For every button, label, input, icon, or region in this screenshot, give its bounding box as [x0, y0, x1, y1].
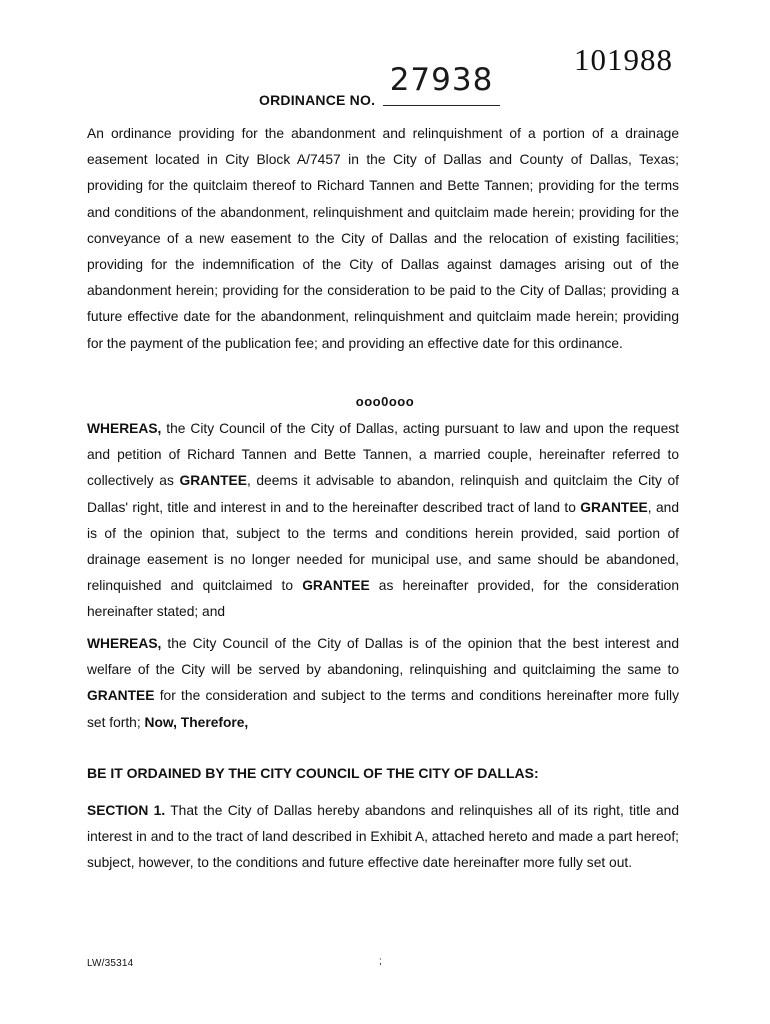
whereas-text: the City Council of the City of Dallas, acting pursuant to law and upon the request and petition of Richard Tannen and Bette Tannen, a married couple, hereinafter referred to collectively as — [87, 421, 679, 489]
section-1-heading: SECTION 1. — [87, 803, 166, 818]
footer-page-mark: ; — [379, 956, 382, 967]
ordinance-number-line — [383, 58, 500, 106]
whereas-text: , deems it advisable to abandon, relinquish and quitclaim the City of Dallas' right, title and interest in and to the hereinafter described tract of land to — [87, 473, 679, 515]
now-therefore: Now, Therefore, — [144, 714, 249, 730]
section-1-paragraph — [87, 798, 679, 877]
whereas-lead: WHEREAS, — [87, 421, 162, 436]
ordinance-caption: An ordinance providing for the abandonment and relinquishment of a portion of a drainage easement located in City Block A/7457 in the City of Dallas and County of Dallas, Texas; providing for the quitclaim thereof to Richard Tannen and Bette Tannen; providing for the terms and conditions of the abandonment, relinquishment and quitclaim made herein; providing for the conveyance of a new easement to the City of Dallas and the relocation of existing facilities; providing for the indemnification of the City of Dallas against damages arising out of the abandonment herein; providing for the consideration to be paid to the City of Dallas; providing a future effective date for the abandonment, relinquishment and quitclaim made herein; providing for the payment of the publication fee; and providing an effective date for this ordinance. — [87, 126, 679, 351]
document-number: 101988 — [574, 42, 673, 77]
grantee-term: GRANTEE — [302, 578, 370, 594]
footer-code: LW/35314 — [87, 958, 134, 969]
whereas-lead: WHEREAS, — [87, 636, 162, 651]
whereas-text: as hereinafter provided, for the consideration hereinafter stated; and — [87, 578, 679, 620]
section-divider: ooo0ooo — [355, 394, 415, 409]
whereas-paragraph-2 — [87, 631, 679, 736]
section-1-text: That the City of Dallas hereby abandons and relinquishes all of its right, title and interest in and to the tract of land described in Exhibit A, attached hereto and made a part hereof; subject, however, to the conditions and future effective date hereinafter more fully set out. — [87, 803, 679, 871]
whereas-text: , and is of the opinion that, subject to the terms and conditions herein provided, said portion of drainage easement is no longer needed for municipal use, and same should be abandoned, relinquished and quitclaimed to — [87, 499, 679, 594]
ordinance-number: 27938 — [389, 62, 494, 98]
whereas-text: the City Council of the City of Dallas is of the opinion that the best interest and welfare of the City will be served by abandoning, relinquishing and quitclaiming the same to — [87, 636, 679, 678]
enacting-clause: BE IT ORDAINED BY THE CITY COUNCIL OF THE CITY OF DALLAS: — [87, 765, 539, 781]
grantee-term: GRANTEE — [179, 473, 247, 489]
whereas-paragraph-1 — [87, 416, 679, 626]
grantee-term: GRANTEE — [87, 688, 155, 704]
whereas-text: for the consideration and subject to the terms and conditions hereinafter more fully set forth; — [87, 688, 679, 730]
ordinance-label: ORDINANCE NO. — [259, 92, 376, 108]
grantee-term: GRANTEE — [580, 499, 648, 515]
